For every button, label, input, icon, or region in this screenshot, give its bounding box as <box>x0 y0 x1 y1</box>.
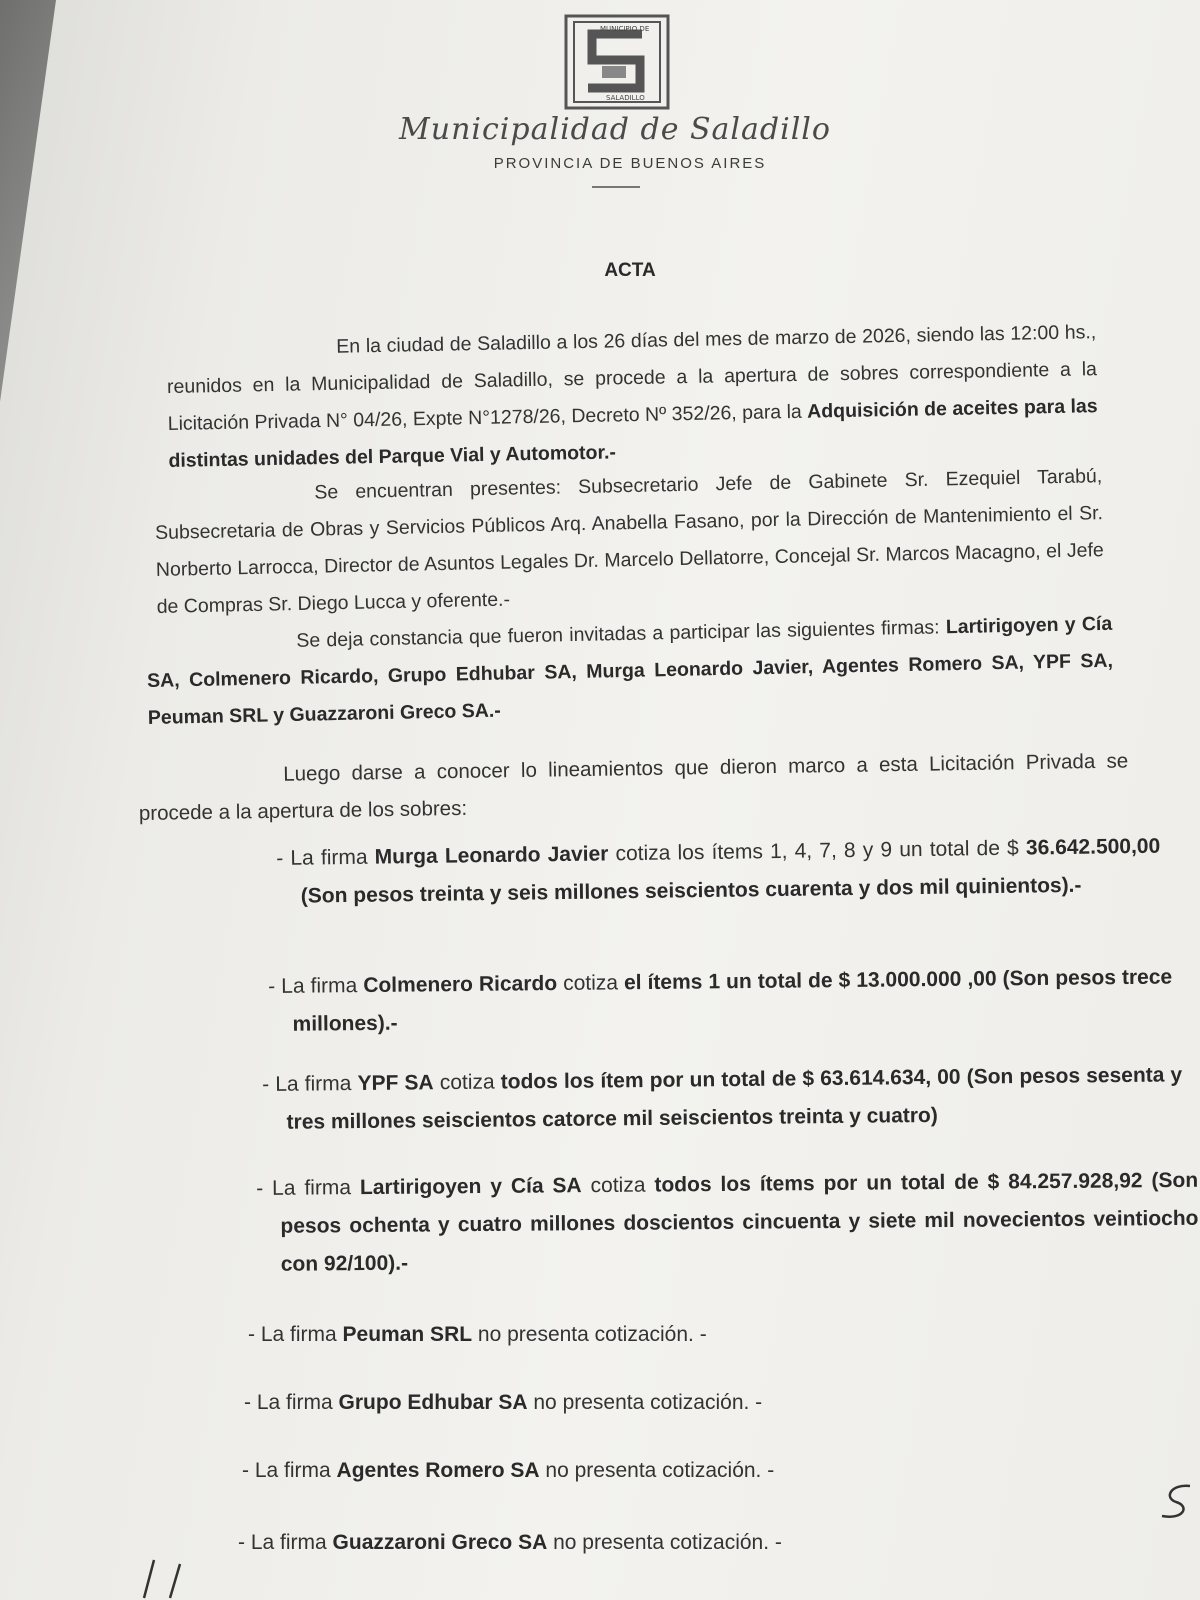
paragraph-opening <box>166 314 1099 480</box>
offer-amount: el ítems 1 un total de $ 13.000.000 ,00 (Son pesos trece millones).- <box>292 965 1173 1036</box>
offer-prefix: - La firma <box>248 1323 337 1346</box>
paragraph-attendees <box>154 458 1105 626</box>
offer-item <box>256 1162 1199 1284</box>
paragraph-opening-envelopes <box>138 742 1129 832</box>
opening-text: En la ciudad de Saladillo a los 26 días del mes de marzo de 2026, siendo las 12:00 hs., reunidos en la Municipalidad de Saladillo, se procede a la apertura de sobres correspondiente a la Licitación Privada N° 04/26, Expte N°1278/26, Decreto Nº 352/26, para la <box>166 321 1098 435</box>
offer-firm: Murga Leonardo Javier <box>374 842 609 869</box>
offer-firm: Colmenero Ricardo <box>363 971 558 998</box>
offer-prefix: - La firma <box>256 1176 352 1200</box>
offer-detail: no presenta cotización. - <box>533 1391 763 1414</box>
province-name: PROVINCIA DE BUENOS AIRES <box>493 155 767 172</box>
handwritten-mark-icon <box>140 1556 210 1600</box>
offer-firm: Agentes Romero SA <box>336 1459 540 1482</box>
handwritten-signature-icon <box>1150 1476 1200 1526</box>
invited-intro: Se deja constancia que fueron invitadas a participar las siguientes firmas: <box>296 616 940 652</box>
seal-text-bottom: SALADILLO <box>606 94 645 102</box>
envelopes-text: Luego darse a conocer lo lineamientos que dieron marco a esta Licitación Privada se procede a la apertura de los sobres: <box>138 749 1129 825</box>
offer-item <box>238 1524 958 1562</box>
offer-item <box>268 959 1173 1044</box>
offer-prefix: - La firma <box>244 1391 333 1414</box>
seal-text-top: MUNICIPIO DE <box>600 25 650 33</box>
offer-detail: cotiza <box>439 1070 495 1095</box>
offer-item <box>262 1056 1183 1142</box>
offer-item <box>242 1452 942 1490</box>
offer-amount: todos los ítems por un total de $ 84.257.928,92 (Son pesos ochenta y cuatro millones doscientos cincuenta y siete mil novecientos veintiocho con 92/100).- <box>280 1168 1199 1276</box>
offer-item <box>248 1316 948 1354</box>
offer-firm: Lartirigoyen y Cía SA <box>359 1174 582 1200</box>
offer-detail: no presenta cotización. - <box>477 1323 707 1346</box>
document-title: ACTA <box>604 260 656 281</box>
offer-item <box>276 828 1161 916</box>
offer-detail: cotiza los ítems 1, 4, 7, 8 y 9 un total de $ <box>615 836 1019 866</box>
opening-subject: Adquisición de aceites para las distintas unidades del Parque Vial y Automotor.- <box>168 395 1098 472</box>
letterhead-divider <box>592 186 640 188</box>
offer-item <box>244 1384 944 1422</box>
offer-firm: Guazzaroni Greco SA <box>332 1531 548 1554</box>
municipality-name: Municipalidad de Saladillo <box>399 112 831 147</box>
offer-firm: YPF SA <box>357 1071 434 1096</box>
paragraph-invited-firms <box>146 606 1114 737</box>
offer-detail: cotiza <box>563 971 619 995</box>
offer-firm: Peuman SRL <box>342 1323 473 1346</box>
offer-prefix: - La firma <box>262 1072 352 1096</box>
offer-prefix: - La firma <box>268 974 358 998</box>
offer-prefix: - La firma <box>242 1459 331 1482</box>
offer-amount: todos los ítem por un total de $ 63.614.634, 00 (Son pesos sesenta y tres millones seiscientos catorce mil seiscientos treinta y cuatro) <box>286 1063 1183 1134</box>
offer-detail: no presenta cotización. - <box>545 1459 775 1482</box>
municipal-seal-icon <box>562 14 672 110</box>
offer-prefix: - La firma <box>276 845 368 870</box>
offer-detail: no presenta cotización. - <box>553 1531 782 1554</box>
offer-prefix: - La firma <box>238 1531 327 1554</box>
offer-amount: 36.642.500,00 (Son pesos treinta y seis millones seiscientos cuarenta y dos mil quinientos).- <box>300 834 1161 908</box>
offer-detail: cotiza <box>590 1173 646 1198</box>
attendees-text: Se encuentran presentes: Subsecretario Jefe de Gabinete Sr. Ezequiel Tarabú, Subsecretaria de Obras y Servicios Públicos Arq. Anabella Fasano, por la Dirección de Mantenimiento el Sr. Norberto Larrocca, Director de Asuntos Legales Dr. Marcelo Dellatorre, Concejal Sr. Marcos Macagno, el Jefe de Compras Sr. Diego Lucca y oferente.- <box>154 465 1104 618</box>
invited-firms-list: Lartirigoyen y Cía SA, Colmenero Ricardo, Grupo Edhubar SA, Murga Leonardo Javier, Agentes Romero SA, YPF SA, Peuman SRL y Guazzaroni Greco SA.- <box>146 612 1114 729</box>
offer-firm: Grupo Edhubar SA <box>338 1391 528 1414</box>
